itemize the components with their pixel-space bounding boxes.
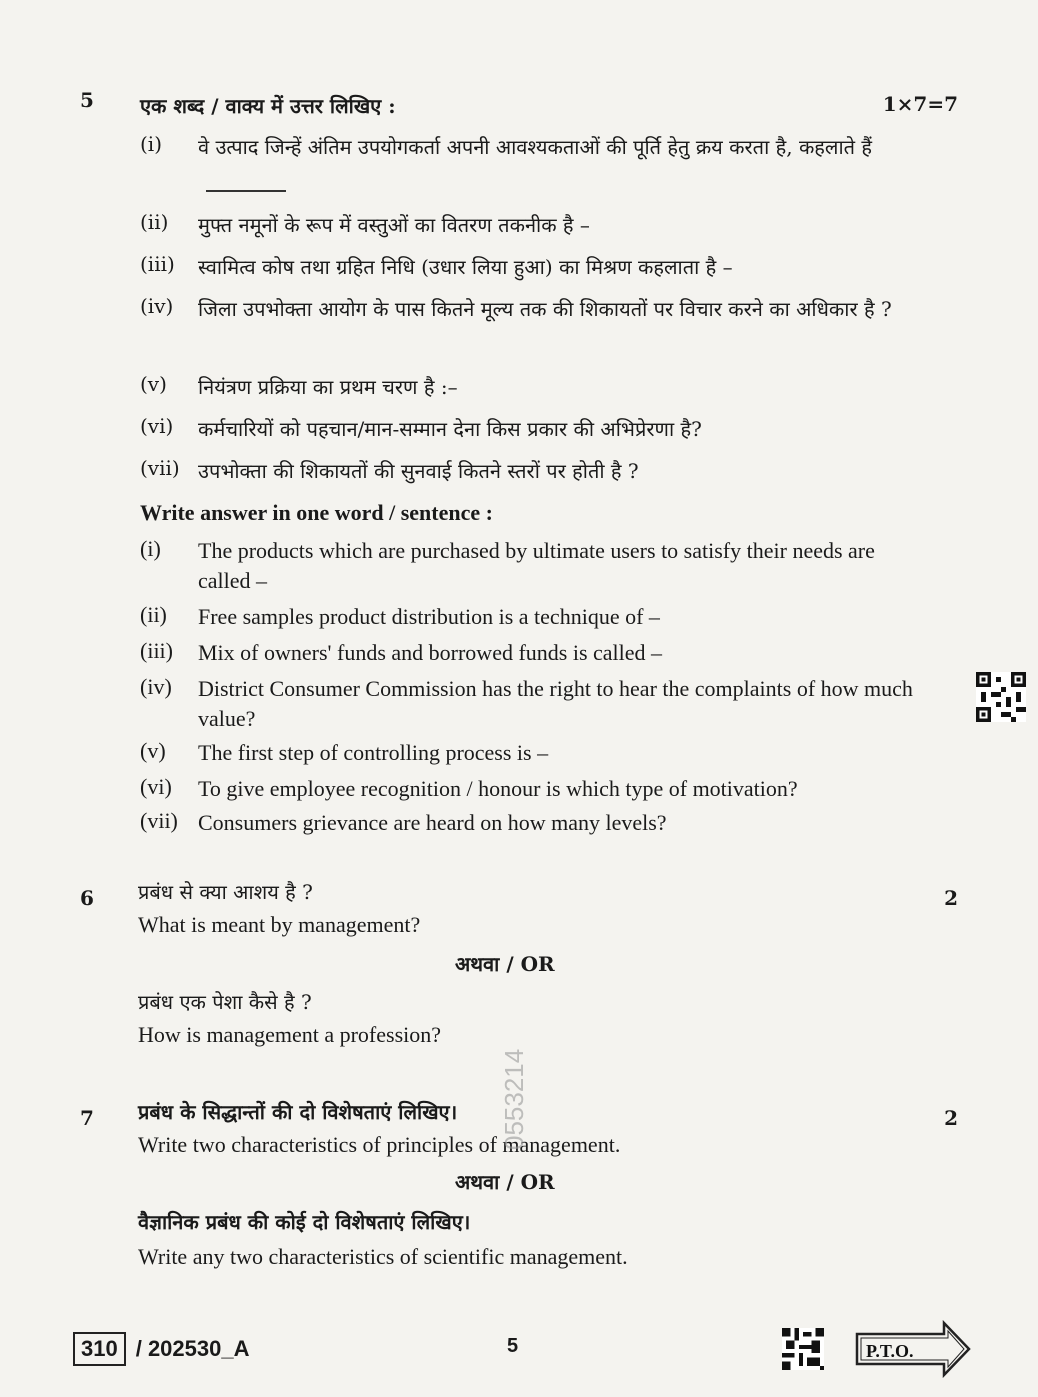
barcode-icon xyxy=(782,1328,824,1370)
item-number: (v) xyxy=(140,372,167,396)
item-number: (ii) xyxy=(140,602,167,627)
item-text: Consumers grievance are heard on how many levels? xyxy=(198,810,667,835)
serial-watermark xyxy=(497,830,537,1160)
q7-or-separator: अथवा / OR xyxy=(455,1170,555,1194)
q6-marks: 2 xyxy=(944,886,958,910)
item-number: (v) xyxy=(140,738,166,763)
paper-code xyxy=(73,1332,249,1366)
item-number: (i) xyxy=(140,132,163,156)
item-number: (iv) xyxy=(140,674,172,699)
q5-hi-item-4 xyxy=(140,294,930,324)
item-text: स्वामित्व कोष तथा ग्रहित निधि (उधार लिया हुआ) का मिश्रण कहलाता है – xyxy=(198,255,733,279)
item-text: Free samples product distribution is a technique of – xyxy=(198,604,660,629)
item-text: उपभोक्ता की शिकायतों की सुनवाई कितने स्तरों पर होती है ? xyxy=(198,459,639,483)
item-text: कर्मचारियों को पहचान/मान-सम्मान देना किस प्रकार की अभिप्रेरणा है? xyxy=(198,417,702,441)
item-text: District Consumer Commission has the right to hear the complaints of how much value? xyxy=(198,676,913,731)
q5-marks: 1×7=7 xyxy=(882,92,958,116)
item-number: (vi) xyxy=(140,774,172,799)
q5-hi-item-5 xyxy=(140,372,930,402)
q5-en-item-2 xyxy=(140,602,930,632)
q5-en-item-3 xyxy=(140,638,930,668)
answer-blank xyxy=(206,190,286,192)
item-text: मुफ्त नमूनों के रूप में वस्तुओं का वितरण तकनीक है – xyxy=(198,213,590,237)
q5-en-item-6 xyxy=(140,774,930,804)
item-number: (iii) xyxy=(140,638,173,663)
item-text: जिला उपभोक्ता आयोग के पास कितने मूल्य तक की शिकायतों पर विचार करने का अधिकार है ? xyxy=(198,297,892,321)
q5-hi-item-6 xyxy=(140,414,930,444)
item-number: (vi) xyxy=(140,414,174,438)
q7-marks: 2 xyxy=(944,1106,958,1130)
question-7-number: 7 xyxy=(80,1106,94,1130)
q6-hindi-alternative: प्रबंध एक पेशा कैसे है ? xyxy=(138,990,312,1014)
pto-arrow-icon xyxy=(854,1320,972,1378)
q5-hi-item-1 xyxy=(140,132,930,192)
watermark-text: 0553214 xyxy=(499,1048,529,1150)
item-number: (vii) xyxy=(140,456,180,480)
question-6-number: 6 xyxy=(80,886,94,910)
q5-hi-item-7 xyxy=(140,456,930,486)
q7-hindi-alternative: वैज्ञानिक प्रबंध की कोई दो विशेषताएं लिखिए। xyxy=(138,1210,471,1234)
q5-hi-item-2 xyxy=(140,210,930,240)
pto-text: P.T.O. xyxy=(866,1341,914,1361)
q7-hindi-question: प्रबंध के सिद्धान्तों की दो विशेषताएं लिखिए। xyxy=(138,1100,458,1124)
q5-hindi-heading: एक शब्द / वाक्य में उत्तर लिखिए : xyxy=(140,94,396,118)
q6-english-question: What is meant by management? xyxy=(138,912,421,937)
q5-en-item-5 xyxy=(140,738,930,768)
q7-english-question: Write two characteristics of principles of management. xyxy=(138,1132,621,1157)
item-text: Mix of owners' funds and borrowed funds is called – xyxy=(198,640,663,665)
item-number: (vii) xyxy=(140,808,178,833)
q6-english-alternative: How is management a profession? xyxy=(138,1022,442,1047)
q6-or-separator: अथवा / OR xyxy=(455,952,555,976)
item-text: The products which are purchased by ultimate users to satisfy their needs are called – xyxy=(198,538,875,593)
paper-code-suffix: / 202530_A xyxy=(135,1336,250,1361)
q7-english-alternative: Write any two characteristics of scientific management. xyxy=(138,1244,628,1269)
item-text: The first step of controlling process is – xyxy=(198,740,549,765)
q5-hi-item-3 xyxy=(140,252,930,282)
item-text: नियंत्रण प्रक्रिया का प्रथम चरण है :– xyxy=(198,375,458,399)
paper-code-box: 310 xyxy=(73,1332,126,1366)
q5-english-heading: Write answer in one word / sentence : xyxy=(140,500,493,525)
question-5-number: 5 xyxy=(80,88,94,112)
item-number: (ii) xyxy=(140,210,169,234)
item-number: (iv) xyxy=(140,294,174,318)
q5-en-item-1 xyxy=(140,536,930,596)
item-number: (i) xyxy=(140,536,161,561)
item-text: To give employee recognition / honour is which type of motivation? xyxy=(198,776,798,801)
item-number: (iii) xyxy=(140,252,175,276)
page-number: 5 xyxy=(507,1335,519,1357)
q6-hindi-question: प्रबंध से क्या आशय है ? xyxy=(138,880,313,904)
item-text: वे उत्पाद जिन्हें अंतिम उपयोगकर्ता अपनी आवश्यकताओं की पूर्ति हेतु क्रय करता है, कहलाते हैं xyxy=(198,135,873,159)
q5-en-item-4 xyxy=(140,674,930,734)
qr-code-icon xyxy=(976,672,1026,722)
